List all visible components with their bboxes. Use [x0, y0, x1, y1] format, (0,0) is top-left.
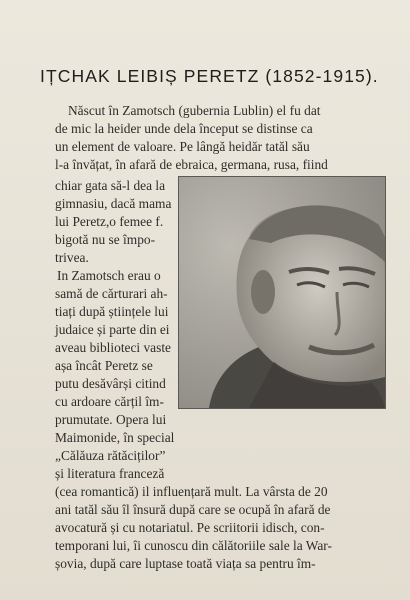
portrait-photo	[178, 176, 386, 409]
text-line: lui Peretz,o femee f.	[55, 214, 164, 229]
text-line: aveau biblioteci vaste	[55, 340, 172, 355]
text-line: l-a învățat, în afară de ebraica, germana, rusa, fiind	[55, 157, 328, 172]
text-line: chiar gata să-l dea la	[55, 178, 166, 193]
text-line: (cea romantică) il influențară mult. La vârsta de 20	[55, 484, 328, 499]
text-line: gimnasiu, dacă mama	[55, 196, 172, 211]
text-line: „Călăuza rătăciților”	[55, 448, 166, 463]
text-line: șovia, după care luptase toată viața sa pentru îm-	[55, 556, 316, 571]
text-line: tiați după științele lui	[55, 304, 169, 319]
text-line: și literatura franceză	[55, 466, 165, 481]
text-line: In Zamotsch erau o	[57, 268, 161, 283]
text-line: samă de cărturari ah-	[55, 286, 168, 301]
text-line: de mic la heider unde dela început se distinse ca	[55, 121, 313, 136]
text-line: un element de valoare. Pe lângă heidăr tatăl său	[55, 139, 310, 154]
chapter-title: IȚCHAK LEIBIȘ PERETZ (1852-1915).	[40, 66, 379, 86]
text-line: așa încât Peretz se	[55, 358, 153, 373]
text-line: ani tatăl său îl însură după care se ocupă în afară de	[55, 502, 331, 517]
text-line: bigotă nu se împo-	[55, 232, 156, 247]
text-line: Maimonide, în special	[55, 430, 175, 445]
text-line: cu ardoare cărțil îm-	[55, 394, 164, 409]
text-line: Născut în Zamotsch (gubernia Lublin) el fu dat	[68, 103, 321, 118]
text-line: temporani lui, îi cunoscu din călătoriile sale la War-	[55, 538, 332, 553]
text-line: prumutate. Opera lui	[55, 412, 167, 427]
text-line: putu desăvârși citind	[55, 376, 166, 391]
text-line: trivea.	[55, 250, 89, 265]
text-line: avocatură și cu notariatul. Pe scriitorii idisch, con-	[55, 520, 325, 535]
text-line: judaice și parte din ei	[55, 322, 170, 337]
portrait-image	[179, 177, 385, 408]
